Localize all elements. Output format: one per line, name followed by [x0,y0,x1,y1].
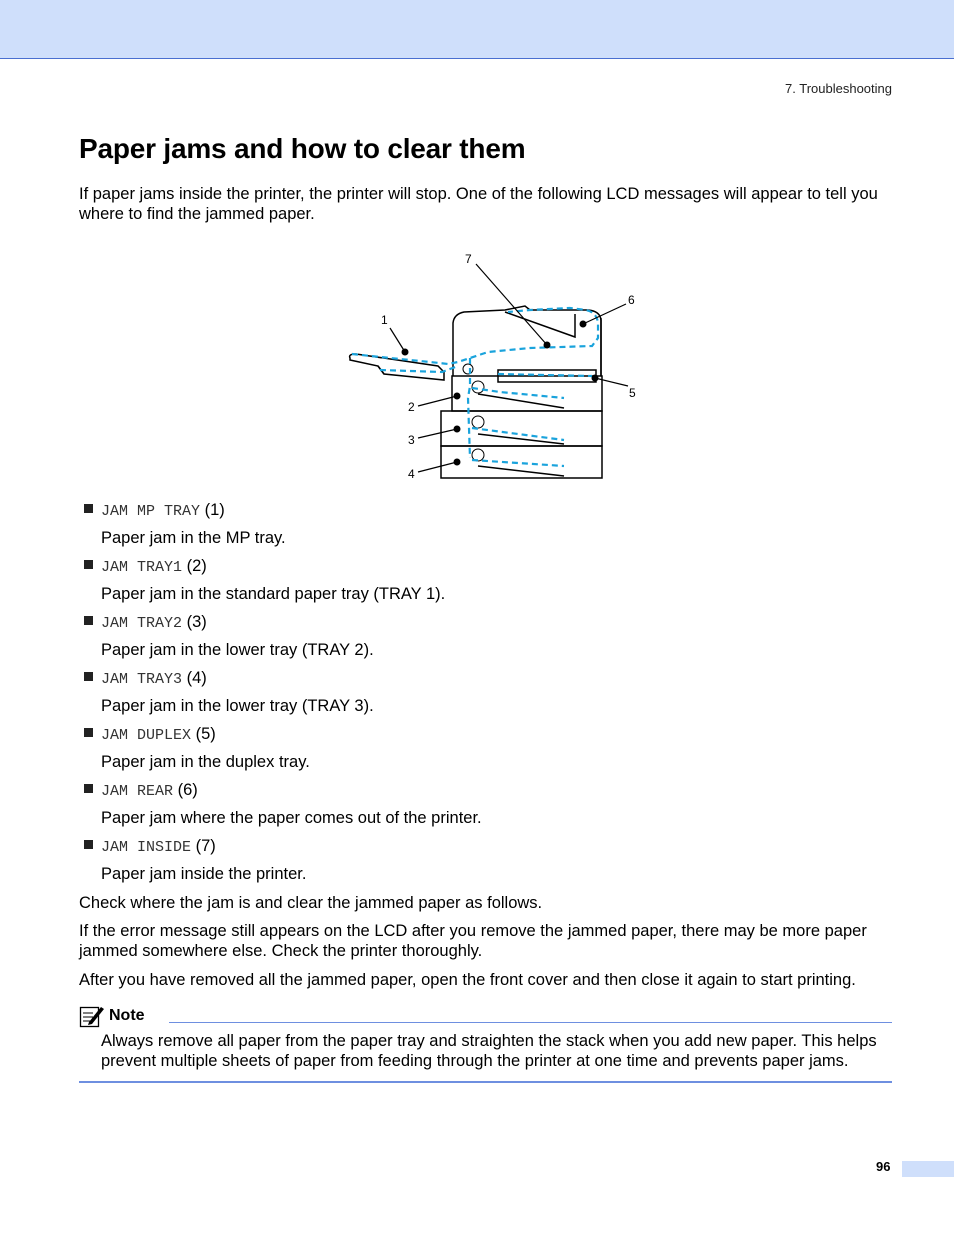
list-item [84,668,884,724]
callout-number: (7) [195,837,216,855]
bullet-icon [84,672,93,681]
item-description: Paper jam in the MP tray. [101,529,286,547]
note-text: Always remove all paper from the paper tray and straighten the stack when you add new paper. This helps prevent multiple sheets of paper from feeding through the printer at one time and prevents paper jams. [101,1032,877,1070]
item-description: Paper jam inside the printer. [101,865,307,883]
list-item [84,836,884,892]
bullet-icon [84,560,93,569]
bullet-icon [84,616,93,625]
bullet-icon [84,728,93,737]
callout-1: 1 [381,313,388,327]
lcd-message: JAM MP TRAY [101,503,201,520]
callout-5: 5 [629,386,636,400]
item-description: Paper jam in the standard paper tray (TRAY 1). [101,585,446,603]
item-description: Paper jam where the paper comes out of the printer. [101,809,482,827]
callout-number: (5) [195,725,216,743]
list-item [84,500,884,556]
list-item [84,556,884,612]
callout-6: 6 [628,293,635,307]
chapter-title: 7. Troubleshooting [785,81,892,96]
list-item [84,612,884,668]
printer-illustration [330,248,650,488]
page-number: 96 [876,1159,891,1174]
intro-paragraph: If paper jams inside the printer, the printer will stop. One of the following LCD messages will appear to tell you where to find the jammed paper. [79,185,878,223]
lcd-message: JAM INSIDE [101,839,192,856]
note-header [79,1002,145,1030]
bullet-icon [84,504,93,513]
callout-number: (3) [186,613,207,631]
page-number-tab [902,1161,954,1177]
item-description: Paper jam in the duplex tray. [101,753,310,771]
callout-dots [402,321,599,466]
callout-4: 4 [408,467,415,481]
item-description: Paper jam in the lower tray (TRAY 2). [101,641,374,659]
item-description: Paper jam in the lower tray (TRAY 3). [101,697,374,715]
lcd-message: JAM TRAY3 [101,671,183,688]
header-band [0,0,954,59]
lcd-message: JAM DUPLEX [101,727,192,744]
lcd-message: JAM TRAY1 [101,559,183,576]
callout-number: (4) [186,669,207,687]
note-bottom-rule [79,1081,892,1083]
jam-message-list [84,500,884,892]
bullet-icon [84,840,93,849]
note-label: Note [109,1007,145,1024]
callout-7: 7 [465,252,472,266]
callout-leaders [390,264,628,472]
body-paragraph: Check where the jam is and clear the jammed paper as follows. [79,894,543,912]
note-divider [169,1022,892,1023]
list-item [84,780,884,836]
callout-number: (1) [204,501,225,519]
lcd-message: JAM REAR [101,783,174,800]
body-paragraph: If the error message still appears on the LCD after you remove the jammed paper, there may be more paper jammed somewhere else. Check the printer thoroughly. [79,922,867,960]
callout-2: 2 [408,400,415,414]
callout-number: (2) [186,557,207,575]
printer-jam-diagram [330,248,650,488]
note-pencil-icon [79,1004,105,1028]
lcd-message: JAM TRAY2 [101,615,183,632]
callout-number: (6) [177,781,198,799]
page-title: Paper jams and how to clear them [79,133,526,164]
body-paragraph: After you have removed all the jammed paper, open the front cover and then close it again to start printing. [79,971,856,989]
list-item [84,724,884,780]
bullet-icon [84,784,93,793]
callout-3: 3 [408,433,415,447]
